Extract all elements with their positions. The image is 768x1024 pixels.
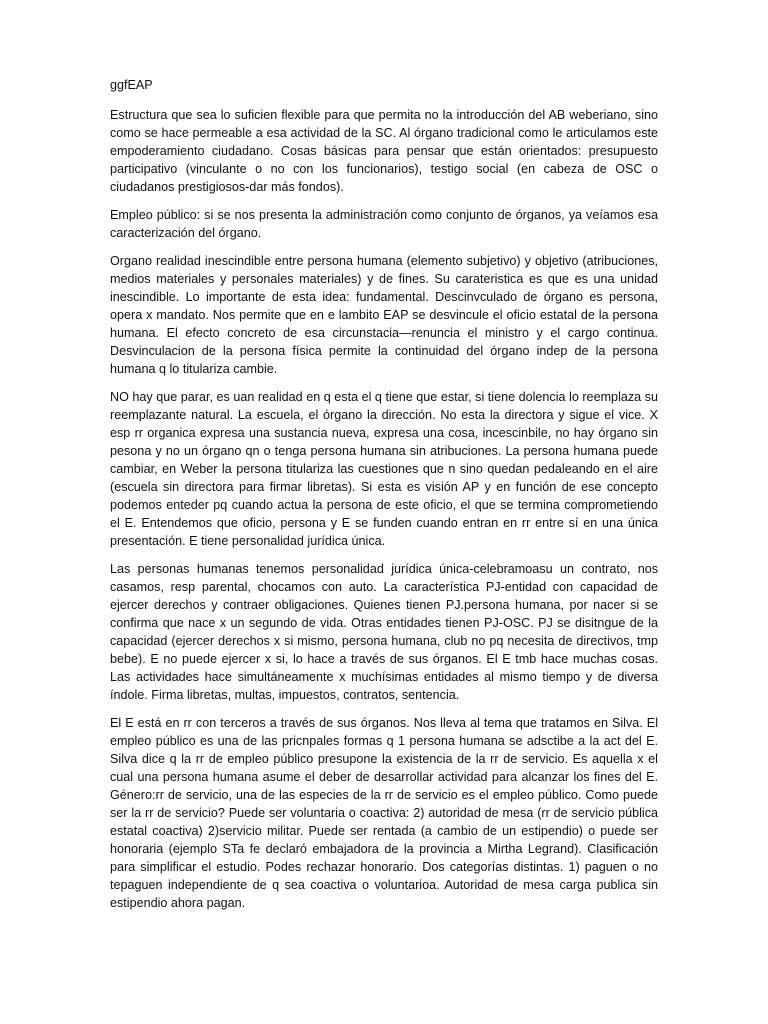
paragraph-empleo-publico: Empleo público: si se nos presenta la administración como conjunto de órganos, ya veíamos esa caracterización del órgano.: [110, 208, 658, 240]
paragraph-personalidad-juridica: Las personas humanas tenemos personalidad jurídica única-celebramoasu un contrato, nos casamos, resp parental, chocamos con auto. La característica PJ-entidad con capacidad de ejercer derechos y contraer obligaciones. Quienes tienen PJ.persona humana, por nacer si se confirma que nace x un segundo de vida. Otras entidades tienen PJ-OSC. PJ se disitngue de la capacidad (ejercer derechos x si mismo, persona humana, club no pq necesita de directivos, tmp bebe). E no puede ejercer x si, lo hace a través de sus órganos. El E tmb hace muchas cosas. Las actividades hace simultáneamente x muchísimas entidades al mismo tiempo y de diversa índole. Firma libretas, multas, impuestos, contratos, sentencia.: [110, 562, 658, 702]
document-heading: ggfEAP: [110, 78, 153, 92]
paragraph-relacion-servicio: El E está en rr con terceros a través de sus órganos. Nos lleva al tema que tratamos en Silva. El empleo público es una de las pricnpales formas q 1 persona humana se adsctibe a la act del E. Silva dice q la rr de empleo público presupone la existencia de la rr de servicio. Es aquella x el cual una persona humana asume el deber de desarrollar actividad para alcanzar los fines del E. Género:rr de servicio, una de las especies de la rr de servicio es el empleo público. Como puede ser la rr de servicio? Puede ser voluntaria o coactiva: 2) autoridad de mesa (rr de servicio pública estatal coactiva) 2)servicio militar. Puede ser rentada (a cambio de un estipendio) o puede ser honoraria (ejemplo STa fe declaró embajadora de la provincia a Mirtha Legrand). Clasificación para simplificar el estudio. Podes rechazar honorario. Dos categorías distintas. 1) paguen o no tepaguen independiente de q sea coactiva o voluntarioa. Autoridad de mesa carga publica sin estipendio ahora pagan.: [110, 716, 658, 910]
paragraph-reemplazante: NO hay que parar, es uan realidad en q esta el q tiene que estar, si tiene dolencia lo reemplaza su reemplazante natural. La escuela, el órgano la dirección. No esta la directora y sigue el vice. X esp rr organica expresa una sustancia nueva, expresa una cosa, incescinbile, no hay órgano sin pesona y no un órgano qn o tenga persona humana sin atribuciones. La persona humana puede cambiar, en Weber la persona titulariza las cuestiones que n sino quedan pedaleando en el aire (escuela sin directora para firmar libretas). Si esta es visión AP y en función de ese concepto podemos enteder pq cuando actua la persona de este oficio, el que se termina comprometiendo el E. Entendemos que oficio, persona y E se funden cuando entran en rr entre sí en una única presentación. E tiene personalidad jurídica única.: [110, 390, 658, 548]
document-page: [110, 76, 658, 922]
paragraph-organo: Organo realidad inescindible entre persona humana (elemento subjetivo) y objetivo (atribuciones, medios materiales y personales materiales) y de fines. Su carateristica es que es una unidad inescindible. Lo importante de esta idea: fundamental. Descinvculado de órgano es persona, opera x mandato. Nos permite que en e lambito EAP se desvincule el oficio estatal de la persona humana. El efecto concreto de esa circunstacia—renuncia el ministro y el cargo continua. Desvinculacion de la persona física permite la continuidad del órgano indep de la persona humana q lo titulariza cambie.: [110, 254, 658, 376]
paragraph-presupuesto-participativo: Estructura que sea lo suficien flexible para que permita no la introducción del AB weberiano, sino como se hace permeable a esa actividad de la SC. Al órgano tradicional como le articulamos este empoderamiento ciudadano. Cosas básicas para pensar que están orientados: presupuesto participativo (vinculante o no con los funcionarios), testigo social (en cabeza de OSC o ciudadanos prestigiosos-dar más fondos).: [110, 108, 658, 194]
